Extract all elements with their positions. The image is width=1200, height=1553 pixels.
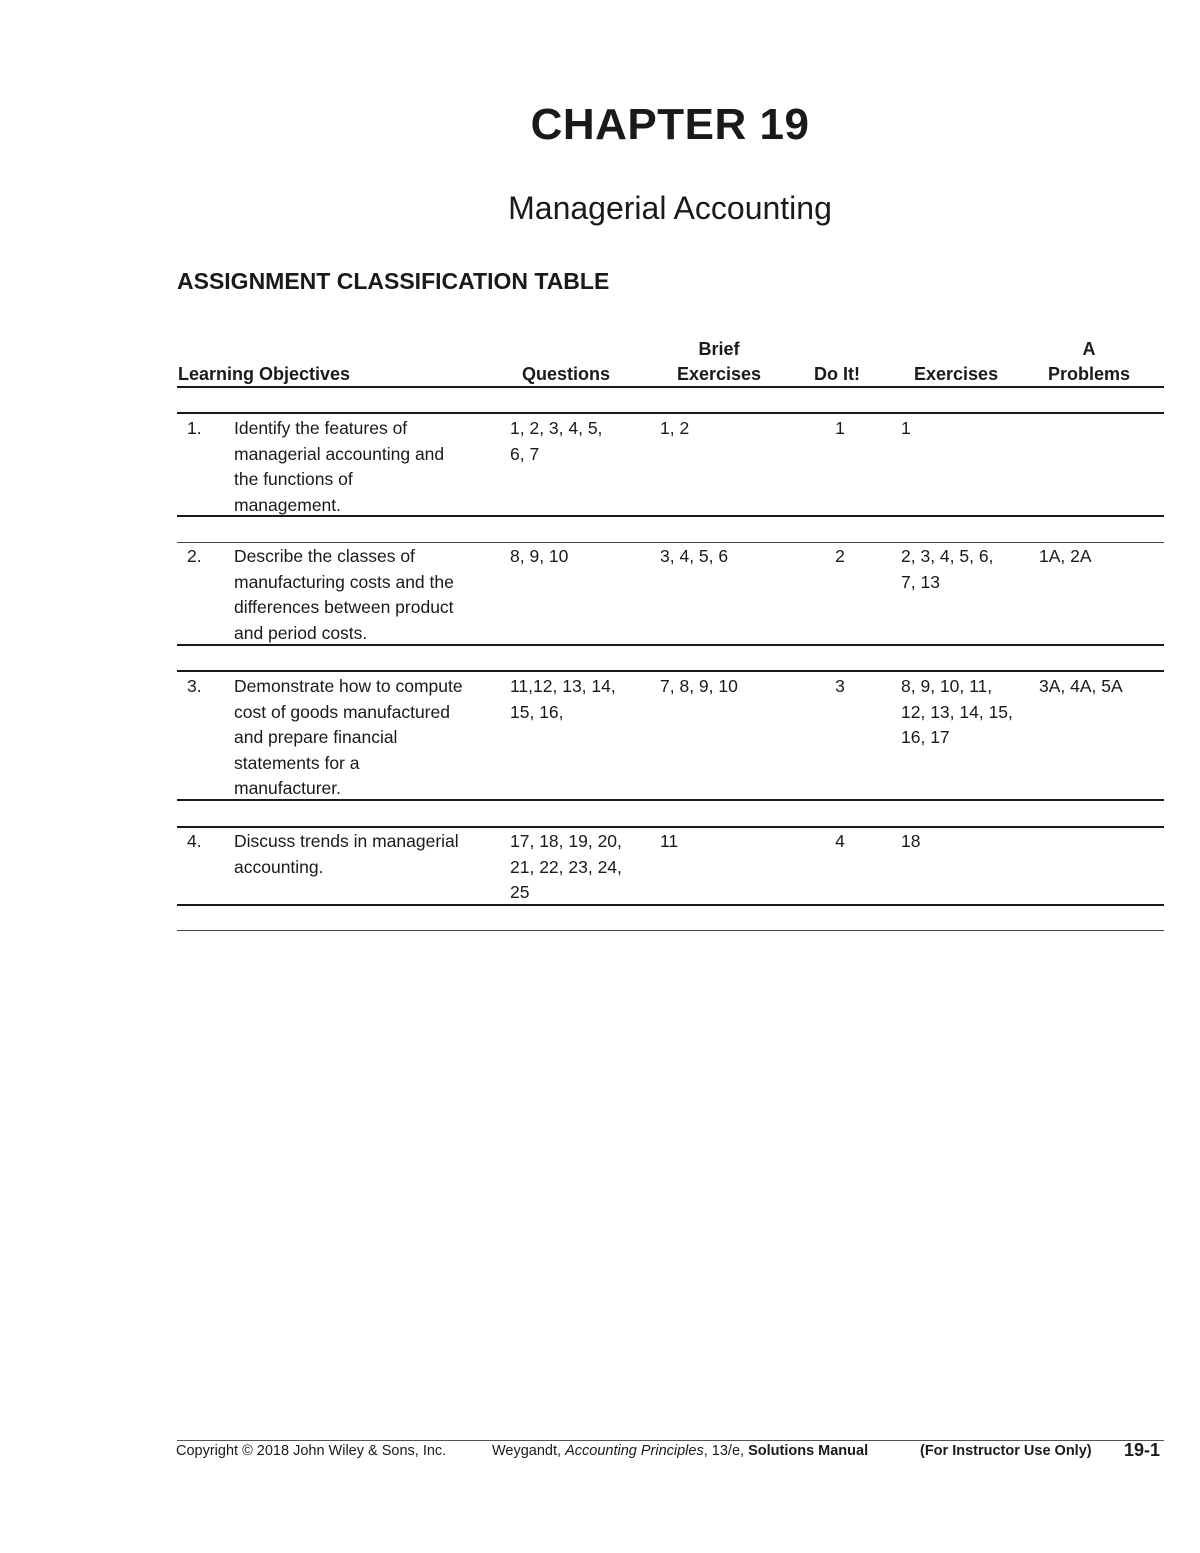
row-1-objective: Identify the features of managerial accounting and the functions of management. bbox=[234, 418, 445, 515]
row-3-exercises: 8, 9, 10, 11, 12, 13, 14, 15, 16, 17 bbox=[901, 676, 1013, 747]
row-3-questions: 11,12, 13, 14, 15, 16, bbox=[510, 676, 616, 722]
row-1-top-rule bbox=[177, 412, 1164, 414]
row-4-number: 4. bbox=[187, 831, 202, 851]
row-3-brief-exercises: 7, 8, 9, 10 bbox=[660, 676, 738, 696]
row-4-exercises: 18 bbox=[901, 831, 921, 851]
footer-copyright: Copyright © 2018 John Wiley & Sons, Inc. bbox=[176, 1443, 447, 1459]
header-brief-top: Brief bbox=[698, 339, 740, 359]
header-questions: Questions bbox=[522, 364, 611, 384]
row-2-objective: Describe the classes of manufacturing costs and the differences between product and period costs. bbox=[234, 546, 454, 643]
footer-book-title: Accounting Principles bbox=[565, 1443, 704, 1459]
footer-manual: Solutions Manual bbox=[748, 1443, 869, 1459]
header-rule bbox=[177, 386, 1164, 388]
chapter-subtitle: Managerial Accounting bbox=[508, 190, 832, 226]
row-1-exercises: 1 bbox=[901, 418, 911, 438]
row-2-a-problems: 1A, 2A bbox=[1039, 546, 1092, 566]
row-3-top-rule bbox=[177, 670, 1164, 672]
row-1-questions: 1, 2, 3, 4, 5, 6, 7 bbox=[510, 418, 603, 464]
row-2-do-it: 2 bbox=[835, 546, 845, 566]
row-3-objective: Demonstrate how to compute cost of goods manufactured and prepare financial statements for a manufacturer. bbox=[234, 676, 463, 798]
row-1-bottom-rule bbox=[177, 515, 1164, 517]
row-3-number: 3. bbox=[187, 676, 202, 696]
header-learning-objectives: Learning Objectives bbox=[178, 364, 351, 384]
header-exercises: Exercises bbox=[914, 364, 999, 384]
chapter-title: CHAPTER 19 bbox=[530, 100, 810, 149]
row-4-bottom-rule bbox=[177, 904, 1164, 906]
table-end-rule bbox=[177, 930, 1164, 931]
row-4-brief-exercises: 11 bbox=[660, 831, 679, 851]
row-4-questions: 17, 18, 19, 20, 21, 22, 23, 24, 25 bbox=[510, 831, 622, 902]
row-2-number: 2. bbox=[187, 546, 202, 566]
row-2-bottom-rule bbox=[177, 644, 1164, 646]
row-4-do-it: 4 bbox=[835, 831, 845, 851]
footer-rule bbox=[177, 1440, 1164, 1441]
section-heading: ASSIGNMENT CLASSIFICATION TABLE bbox=[177, 268, 610, 294]
header-do-it: Do It! bbox=[814, 364, 860, 384]
row-1-number: 1. bbox=[187, 418, 202, 438]
row-4-objective: Discuss trends in managerial accounting. bbox=[234, 831, 459, 877]
row-3-do-it: 3 bbox=[835, 676, 845, 696]
header-brief-bottom: Exercises bbox=[676, 364, 762, 384]
row-4-top-rule bbox=[177, 826, 1164, 828]
row-2-exercises: 2, 3, 4, 5, 6, 7, 13 bbox=[901, 546, 994, 592]
footer-restriction: (For Instructor Use Only) bbox=[920, 1443, 1092, 1459]
row-2-top-rule bbox=[177, 542, 1164, 543]
row-3-a-problems: 3A, 4A, 5A bbox=[1039, 676, 1123, 696]
footer-citation bbox=[492, 1443, 868, 1459]
row-1-do-it: 1 bbox=[835, 418, 845, 438]
footer-edition: , 13/e, bbox=[703, 1443, 745, 1459]
footer-author: Weygandt, bbox=[492, 1443, 562, 1459]
row-1-brief-exercises: 1, 2 bbox=[660, 418, 690, 438]
row-3-bottom-rule bbox=[177, 799, 1164, 801]
row-2-questions: 8, 9, 10 bbox=[510, 546, 569, 566]
header-a-top: A bbox=[1082, 339, 1096, 359]
header-a-bottom: Problems bbox=[1047, 364, 1131, 384]
footer-page-number: 19-1 bbox=[1124, 1440, 1161, 1460]
row-2-brief-exercises: 3, 4, 5, 6 bbox=[660, 546, 729, 566]
